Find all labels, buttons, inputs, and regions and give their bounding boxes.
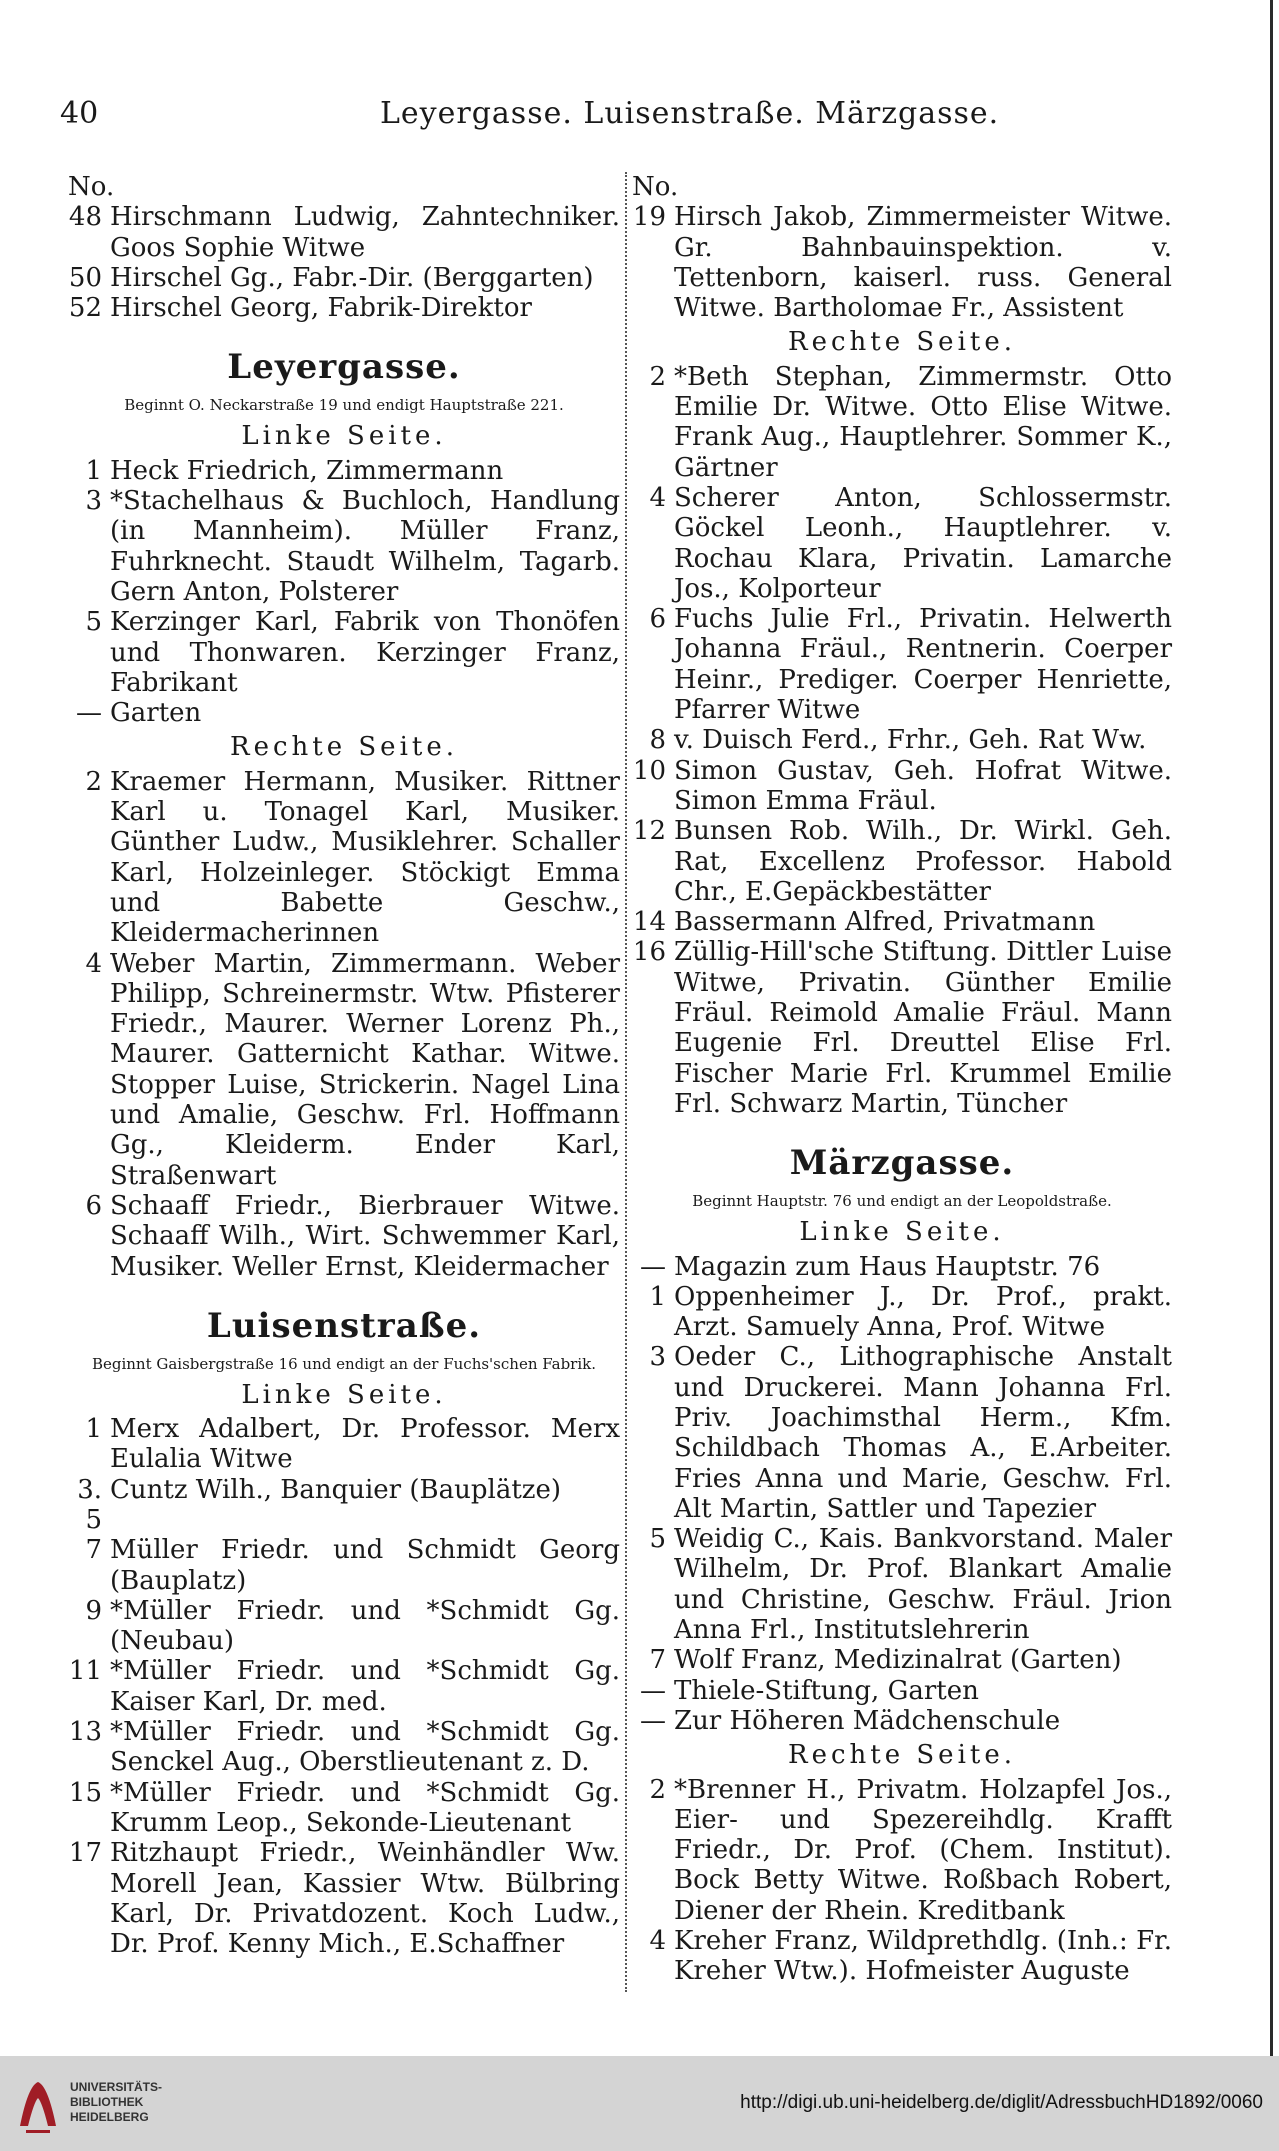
street-title-luisenstrasse: Luisenstraße. <box>206 1305 482 1346</box>
house-number: 2 <box>649 361 666 392</box>
page-number: 40 <box>60 96 99 131</box>
logo-line: HEIDELBERG <box>70 2110 149 2124</box>
house-number: 12 <box>632 816 666 847</box>
source-url-link[interactable]: http://digi.ub.uni-heidelberg.de/diglit/AdressbuchHD1892/0060 <box>740 2092 1263 2113</box>
list-item <box>632 1342 1172 1524</box>
house-number: 11 <box>68 1656 102 1687</box>
house-number: 3 <box>85 486 102 517</box>
list-item <box>68 698 620 728</box>
list-item <box>68 263 620 293</box>
resident-text: Ritzhaupt Friedr., Weinhändler Ww. Morell Jean, Kassier Wtw. Bülbring Karl, Dr. Privatdozent. Koch Ludw., Dr. Prof. Kenny Mich., E.Schaffner <box>110 1838 620 1960</box>
list-item <box>68 767 620 949</box>
house-number: 6 <box>649 604 666 635</box>
house-number: 7 <box>649 1645 666 1676</box>
resident-text: v. Duisch Ferd., Frhr., Geh. Rat Ww. <box>674 725 1147 756</box>
list-item <box>68 1596 620 1657</box>
list-item <box>632 1524 1172 1645</box>
left-column <box>68 172 620 1959</box>
logo-line: UNIVERSITÄTS- <box>70 2080 163 2094</box>
resident-text: *Beth Stephan, Zimmermstr. Otto Emilie Dr. Witwe. Otto Elise Witwe. Frank Aug., Hauptlehrer. Sommer K., Gärtner <box>674 361 1172 483</box>
list-item <box>632 1676 1172 1706</box>
resident-text: Magazin zum Haus Hauptstr. 76 <box>674 1251 1101 1282</box>
house-number: 3 <box>649 1342 666 1373</box>
house-number: 3. 5 <box>77 1474 102 1535</box>
house-number: 14 <box>632 907 666 938</box>
page-header-title: Leyergasse. Luisenstraße. Märzgasse. <box>380 96 1000 131</box>
resident-text: *Müller Friedr. und *Schmidt Gg. (Neubau) <box>110 1595 620 1657</box>
house-number: 52 <box>68 293 102 324</box>
street-title-leyergasse: Leyergasse. <box>227 347 461 388</box>
footer-bar <box>0 2056 1279 2151</box>
resident-text: Fuchs Julie Frl., Privatin. Helwerth Johanna Fräul., Rentnerin. Coerper Heinr., Prediger. Coerper Henriette, Pfarrer Witwe <box>674 604 1172 726</box>
house-number: — <box>640 1251 666 1282</box>
house-number: 6 <box>85 1190 102 1221</box>
list-item <box>68 486 620 607</box>
list-item <box>68 202 620 263</box>
list-item <box>632 1252 1172 1282</box>
house-number: 10 <box>632 755 666 786</box>
resident-text: Simon Gustav, Geh. Hofrat Witwe. Simon Emma Fräul. <box>674 755 1172 816</box>
resident-text: Weber Martin, Zimmermann. Weber Philipp, Schreinermstr. Wtw. Pfisterer Friedr., Maurer. Werner Lorenz Ph., Maurer. Gatternicht Kathar. Witwe. Stopper Luise, Strickerin. Nagel Lina und Amalie, Geschw. Frl. Hoffmann Gg., Kleiderm. Ender Karl, Straßenwart <box>110 948 620 1191</box>
list-item <box>68 456 620 486</box>
list-item <box>68 1535 620 1596</box>
list-item <box>68 1838 620 1959</box>
right-column <box>632 172 1172 1987</box>
resident-text: Züllig-Hill'sche Stiftung. Dittler Luise Witwe, Privatin. Günther Emilie Fräul. Reimold Amalie Fräul. Mann Eugenie Frl. Dreuttel Elise Frl. Fischer Marie Frl. Krummel Emilie Frl. Schwarz Martin, Tüncher <box>674 937 1172 1119</box>
list-item <box>632 1645 1172 1675</box>
house-number: 5 <box>85 607 102 638</box>
list-item <box>632 725 1172 755</box>
street-description: Beginnt O. Neckarstraße 19 und endigt Hauptstraße 221. <box>124 396 564 415</box>
number-label: No. <box>68 172 115 202</box>
house-number: 1 <box>649 1281 666 1312</box>
page-edge-line <box>1270 0 1273 2056</box>
list-item <box>68 1475 620 1536</box>
side-heading-right: Rechte Seite. <box>788 1740 1016 1771</box>
house-number: 9 <box>85 1595 102 1626</box>
list-item <box>632 362 1172 483</box>
house-number: 4 <box>649 1926 666 1957</box>
list-item <box>68 1414 620 1475</box>
resident-text: Cuntz Wilh., Banquier (Bauplätze) <box>110 1474 562 1505</box>
number-label: No. <box>632 172 679 202</box>
list-item <box>632 1706 1172 1736</box>
house-number: 17 <box>68 1838 102 1869</box>
list-item <box>632 1926 1172 1987</box>
resident-text: Weidig C., Kais. Bankvorstand. Maler Wilhelm, Dr. Prof. Blankart Amalie und Christine, Geschw. Fräul. Jrion Anna Frl., Institutslehrerin <box>674 1524 1172 1646</box>
list-item <box>632 202 1172 323</box>
list-item <box>68 607 620 698</box>
logo-line: BIBLIOTHEK <box>70 2095 144 2109</box>
resident-text: Bunsen Rob. Wilh., Dr. Wirkl. Geh. Rat, Excellenz Professor. Habold Chr., E.Gepäckbestätter <box>674 816 1172 907</box>
house-number: 4 <box>85 948 102 979</box>
column-divider <box>625 172 627 1992</box>
resident-text: Müller Friedr. und Schmidt Georg (Bauplatz) <box>110 1535 620 1596</box>
house-number: 4 <box>649 482 666 513</box>
resident-text: Oppenheimer J., Dr. Prof., prakt. Arzt. Samuely Anna, Prof. Witwe <box>674 1281 1172 1343</box>
library-logo-icon <box>14 2076 62 2134</box>
list-item <box>68 1778 620 1839</box>
list-item <box>632 604 1172 725</box>
street-description: Beginnt Hauptstr. 76 und endigt an der Leopoldstraße. <box>692 1192 1112 1211</box>
house-number: 19 <box>632 202 666 233</box>
resident-text: Schaaff Friedr., Bierbrauer Witwe. Schaaff Wilh., Wirt. Schwemmer Karl, Musiker. Weller Ernst, Kleidermacher <box>110 1190 620 1282</box>
list-item <box>632 483 1172 604</box>
street-title-maerzgasse: Märzgasse. <box>789 1143 1015 1184</box>
house-number: 2 <box>649 1774 666 1805</box>
house-number: 13 <box>68 1717 102 1748</box>
resident-text: Kreher Franz, Wildprethdlg. (Inh.: Fr. Kreher Wtw.). Hofmeister Auguste <box>674 1926 1172 1987</box>
list-item <box>632 816 1172 907</box>
resident-text: Thiele-Stiftung, Garten <box>674 1675 979 1706</box>
house-number: 1 <box>85 455 102 486</box>
resident-text: Oeder C., Lithographische Anstalt und Druckerei. Mann Johanna Frl. Priv. Joachimsthal Herm., Kfm. Schildbach Thomas A., E.Arbeiter. Fries Anna und Marie, Geschw. Frl. Alt Martin, Sattler und Tapezier <box>674 1342 1172 1524</box>
list-item <box>632 756 1172 817</box>
side-heading-right: Rechte Seite. <box>230 732 458 763</box>
house-number: 5 <box>649 1524 666 1555</box>
resident-text: Garten <box>110 698 202 729</box>
list-item <box>632 1282 1172 1343</box>
street-description: Beginnt Gaisbergstraße 16 und endigt an der Fuchs'schen Fabrik. <box>91 1354 597 1373</box>
list-item <box>68 949 620 1191</box>
list-item <box>632 907 1172 937</box>
resident-text: Scherer Anton, Schlossermstr. Göckel Leonh., Hauptlehrer. v. Rochau Klara, Privatin. Lamarche Jos., Kolporteur <box>674 482 1172 604</box>
house-number: 7 <box>85 1535 102 1566</box>
resident-text: Hirschel Gg., Fabr.-Dir. (Berggarten) <box>110 262 594 293</box>
resident-text: *Müller Friedr. und *Schmidt Gg. Senckel Aug., Oberstlieutenant z. D. <box>110 1717 620 1778</box>
resident-text: *Brenner H., Privatm. Holzapfel Jos., Eier- und Spezereihdlg. Krafft Friedr., Dr. Prof. (Chem. Institut). Bock Betty Witwe. Roßbach Robert, Diener der Rhein. Kreditbank <box>674 1774 1172 1926</box>
house-number: — <box>640 1675 666 1706</box>
resident-text: Wolf Franz, Medizinalrat (Garten) <box>674 1645 1122 1676</box>
side-heading-left: Linke Seite. <box>799 1217 1005 1248</box>
list-item <box>68 1717 620 1778</box>
resident-text: Hirschel Georg, Fabrik-Direktor <box>110 293 532 324</box>
resident-text: *Müller Friedr. und *Schmidt Gg. Krumm Leop., Sekonde-Lieutenant <box>110 1777 620 1838</box>
resident-text: Kerzinger Karl, Fabrik von Thonöfen und Thonwaren. Kerzinger Franz, Fabrikant <box>110 607 620 698</box>
list-item <box>632 1775 1172 1926</box>
library-logo-text <box>70 2080 162 2125</box>
resident-text: *Stachelhaus & Buchloch, Handlung (in Mannheim). Müller Franz, Fuhrknecht. Staudt Wilhelm, Tagarb. Gern Anton, Polsterer <box>110 486 620 607</box>
house-number: 1 <box>85 1414 102 1445</box>
resident-text: Kraemer Hermann, Musiker. Rittner Karl u. Tonagel Karl, Musiker. Günther Ludw., Musiklehrer. Schaller Karl, Holzeinleger. Stöckigt Emma und Babette Geschw., Kleidermacherinnen <box>110 766 620 949</box>
resident-text: Zur Höheren Mädchenschule <box>674 1705 1061 1736</box>
resident-text: Heck Friedrich, Zimmermann <box>110 455 504 486</box>
house-number: — <box>76 698 102 729</box>
resident-text: *Müller Friedr. und *Schmidt Gg. Kaiser Karl, Dr. med. <box>110 1656 620 1717</box>
house-number: 15 <box>68 1777 102 1808</box>
list-item <box>68 1191 620 1282</box>
house-number: 48 <box>68 202 102 233</box>
house-number: 8 <box>649 725 666 756</box>
side-heading-left: Linke Seite. <box>241 1379 447 1410</box>
list-item <box>68 293 620 323</box>
resident-text: Hirschmann Ludwig, Zahntechniker. Goos Sophie Witwe <box>110 202 620 263</box>
side-heading-right: Rechte Seite. <box>788 327 1016 358</box>
house-number: 50 <box>68 262 102 293</box>
list-item <box>632 937 1172 1119</box>
list-item <box>68 1656 620 1717</box>
house-number: 2 <box>85 766 102 797</box>
house-number: — <box>640 1705 666 1736</box>
resident-text: Hirsch Jakob, Zimmermeister Witwe. Gr. Bahnbauinspektion. v. Tettenborn, kaiserl. russ. General Witwe. Bartholomae Fr., Assistent <box>674 202 1172 324</box>
resident-text: Bassermann Alfred, Privatmann <box>674 907 1096 938</box>
resident-text: Merx Adalbert, Dr. Professor. Merx Eulalia Witwe <box>110 1414 620 1475</box>
side-heading-left: Linke Seite. <box>241 421 447 452</box>
house-number: 16 <box>632 937 666 968</box>
